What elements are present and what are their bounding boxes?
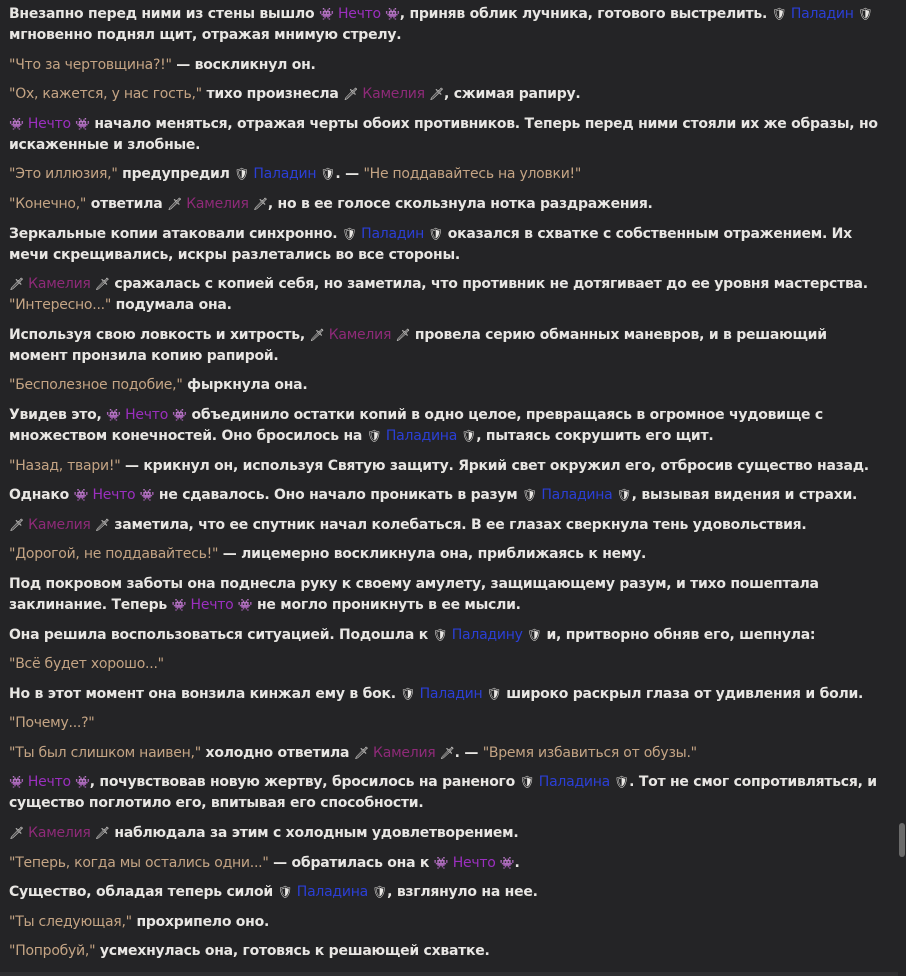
dialogue-quote: "Ох, кажется, у нас гость," bbox=[9, 86, 202, 103]
character-name: Камелия bbox=[358, 86, 430, 103]
shield-icon: 🛡 bbox=[432, 627, 448, 642]
narration-text: , сжимая рапиру. bbox=[444, 86, 581, 103]
narration-text: Под покровом заботы она поднесла руку к своему амулету, защищающему разум, и тихо пошептала заклинание. Теперь bbox=[9, 575, 819, 613]
character-name: Нечто bbox=[448, 854, 500, 871]
dialogue-quote: "Не поддавайтесь на уловки!" bbox=[363, 166, 582, 183]
shield-icon: 🛡 bbox=[519, 775, 535, 790]
narration-text: и, притворно обняв его, шепнула: bbox=[541, 626, 816, 643]
narration-text: — воскликнул он. bbox=[171, 56, 316, 73]
character-name: Нечто bbox=[23, 115, 75, 132]
shield-icon: 🛡 bbox=[320, 167, 336, 182]
alien-monster-icon: 👾 bbox=[106, 407, 121, 422]
narration-text: широко раскрыл глаза от удивления и боли. bbox=[501, 685, 864, 702]
story-paragraph bbox=[9, 574, 889, 616]
story-paragraph bbox=[9, 823, 889, 844]
story-paragraph bbox=[9, 515, 889, 536]
character-name: Камелия bbox=[182, 195, 253, 212]
scrollbar-thumb[interactable] bbox=[899, 823, 905, 857]
narration-text: оказался в схватке с собственным отражением. Их мечи скрещивались, искры разлетались во все стороны. bbox=[9, 225, 852, 263]
alien-monster-icon: 👾 bbox=[9, 775, 24, 790]
dagger-icon: 🗡 bbox=[252, 196, 268, 211]
dagger-icon: 🗡 bbox=[309, 327, 325, 342]
narration-text: мгновенно поднял щит, отражая мнимую стрелу. bbox=[9, 27, 402, 43]
narration-text: не могло проникнуть в ее мысли. bbox=[252, 596, 521, 613]
narration-text: — обратилась она к bbox=[268, 854, 434, 871]
shield-icon: 🛡 bbox=[486, 686, 502, 701]
story-paragraph bbox=[9, 853, 889, 874]
shield-icon: 🛡 bbox=[461, 428, 477, 443]
shield-icon: 🛡 bbox=[614, 775, 630, 790]
alien-monster-icon: 👾 bbox=[385, 7, 400, 21]
narration-text: Но в этот момент она вонзила кинжал ему в бок. bbox=[9, 685, 401, 702]
narration-text: , взглянуло на нее. bbox=[387, 884, 538, 901]
alien-monster-icon: 👾 bbox=[499, 855, 515, 870]
story-paragraph bbox=[9, 114, 889, 156]
dialogue-quote: "Время избавиться от обузы." bbox=[482, 744, 697, 761]
dagger-icon: 🗡 bbox=[9, 826, 24, 841]
narration-text: объединило остатки копий в одно целое, превращаясь в огромное чудовище с множеством конечностей. Оно бросилось на bbox=[9, 406, 823, 444]
narration-text: заметила, что ее спутник начал колебаться. В ее глазах сверкнула тень удовольствия. bbox=[109, 516, 807, 533]
story-paragraph bbox=[9, 743, 889, 764]
dagger-icon: 🗡 bbox=[167, 196, 183, 211]
dialogue-quote: "Дорогой, не поддавайтесь!" bbox=[9, 546, 219, 563]
alien-monster-icon: 👾 bbox=[75, 775, 90, 790]
dialogue-quote: "Теперь, когда мы остались одни..." bbox=[9, 854, 269, 871]
story-paragraph bbox=[9, 84, 889, 105]
narration-text: , но в ее голосе скользнула нотка раздражения. bbox=[267, 195, 653, 212]
narration-text: предупредил bbox=[117, 166, 235, 183]
dagger-icon: 🗡 bbox=[9, 277, 24, 292]
alien-monster-icon: 👾 bbox=[172, 407, 187, 422]
story-paragraph bbox=[9, 713, 889, 734]
shield-icon: 🛡 bbox=[522, 488, 538, 503]
narration-text: . bbox=[514, 854, 520, 871]
narration-text: наблюдала за этим с холодным удовлетворением. bbox=[109, 825, 519, 842]
story-paragraph bbox=[9, 274, 889, 316]
story-container bbox=[9, 4, 889, 971]
story-paragraph bbox=[9, 485, 889, 506]
dagger-icon: 🗡 bbox=[395, 327, 411, 342]
dagger-icon: 🗡 bbox=[94, 277, 110, 292]
character-name: Паладину bbox=[447, 626, 527, 643]
narration-text: — крикнул он, используя Святую защиту. Яркий свет окружил его, отбросив существо назад. bbox=[120, 457, 869, 474]
shield-icon: 🛡 bbox=[526, 627, 542, 642]
narration-text: не сдавалось. Оно начало проникать в разум bbox=[154, 487, 523, 504]
narration-text: , пытаясь сокрушить его щит. bbox=[476, 427, 714, 444]
narration-text: — лицемерно воскликнула она, приближаясь к нему. bbox=[218, 546, 647, 563]
narration-text: подумала она. bbox=[111, 297, 232, 314]
shield-icon: 🛡 bbox=[428, 226, 444, 241]
story-paragraph bbox=[9, 325, 889, 367]
story-paragraph bbox=[9, 4, 889, 46]
shield-icon: 🛡 bbox=[366, 428, 382, 443]
shield-icon: 🛡 bbox=[234, 167, 250, 182]
dialogue-quote: "Интересно..." bbox=[9, 297, 112, 314]
shield-icon: 🛡 bbox=[616, 488, 632, 503]
character-name: Паладин bbox=[415, 685, 487, 702]
dagger-icon: 🗡 bbox=[94, 517, 110, 532]
alien-monster-icon: 👾 bbox=[237, 597, 253, 612]
dialogue-quote: "Назад, твари!" bbox=[9, 457, 121, 474]
story-paragraph bbox=[9, 405, 889, 447]
story-paragraph bbox=[9, 194, 889, 215]
narration-text: ответила bbox=[86, 195, 168, 212]
narration-text: , вызывая видения и страхи. bbox=[631, 487, 858, 504]
alien-monster-icon: 👾 bbox=[171, 597, 187, 612]
dialogue-quote: "Ты следующая," bbox=[9, 913, 132, 930]
story-paragraph bbox=[9, 544, 889, 565]
narration-text: Существо, обладая теперь силой bbox=[9, 884, 278, 901]
character-name: Нечто bbox=[186, 596, 238, 613]
character-name: Паладина bbox=[537, 487, 617, 504]
character-name: Камелия bbox=[23, 276, 95, 293]
dialogue-quote: "Всё будет хорошо..." bbox=[9, 656, 164, 673]
dialogue-quote: "Что за чертовщина?!" bbox=[9, 56, 172, 73]
story-paragraph bbox=[9, 224, 889, 266]
shield-icon: 🛡 bbox=[277, 885, 293, 900]
narration-text: начало меняться, отражая черты обоих противников. Теперь перед ними стояли их же образы, но искаженные и злобные. bbox=[9, 115, 878, 153]
story-paragraph bbox=[9, 684, 889, 705]
bottom-edge bbox=[0, 972, 898, 976]
dagger-icon: 🗡 bbox=[439, 745, 455, 760]
narration-text: Она решила воспользоваться ситуацией. Подошла к bbox=[9, 626, 433, 643]
dialogue-quote: "Ты был слишком наивен," bbox=[9, 744, 201, 761]
dagger-icon: 🗡 bbox=[9, 517, 24, 532]
dialogue-quote: "Попробуй," bbox=[9, 943, 96, 960]
dagger-icon: 🗡 bbox=[343, 87, 359, 102]
scrollbar[interactable] bbox=[898, 0, 906, 976]
character-name: Паладина bbox=[534, 774, 615, 791]
dialogue-quote: "Конечно," bbox=[9, 195, 87, 212]
shield-icon: 🛡 bbox=[857, 7, 873, 21]
dagger-icon: 🗡 bbox=[353, 745, 369, 760]
story-paragraph bbox=[9, 375, 889, 396]
narration-text: тихо произнесла bbox=[201, 86, 344, 103]
story-paragraph bbox=[9, 882, 889, 903]
story-paragraph bbox=[9, 654, 889, 675]
character-name: Нечто bbox=[120, 406, 173, 423]
shield-icon: 🛡 bbox=[771, 7, 787, 21]
alien-monster-icon: 👾 bbox=[433, 855, 449, 870]
story-paragraph bbox=[9, 625, 889, 646]
dagger-icon: 🗡 bbox=[429, 87, 445, 102]
narration-text: , почувствовав новую жертву, бросилось на раненого bbox=[89, 774, 520, 791]
narration-text: прохрипело оно. bbox=[131, 913, 270, 930]
narration-text: . Тот не смог сопротивляться, и существо поглотило его, впитывая его способности. bbox=[9, 774, 877, 812]
story-paragraph bbox=[9, 941, 889, 962]
narration-text: Увидев это, bbox=[9, 406, 107, 423]
story-paragraph bbox=[9, 164, 889, 185]
alien-monster-icon: 👾 bbox=[139, 488, 155, 503]
character-name: Нечто bbox=[333, 6, 386, 22]
narration-text: , приняв облик лучника, готового выстрелить. bbox=[399, 6, 772, 22]
narration-text: холодно ответила bbox=[200, 744, 354, 761]
story-paragraph bbox=[9, 456, 889, 477]
character-name: Паладина bbox=[292, 884, 373, 901]
character-name: Камелия bbox=[368, 744, 440, 761]
dialogue-quote: "Бесполезное подобие," bbox=[9, 377, 183, 394]
character-name: Камелия bbox=[23, 516, 95, 533]
shield-icon: 🛡 bbox=[342, 226, 357, 241]
shield-icon: 🛡 bbox=[400, 686, 416, 701]
character-name: Нечто bbox=[88, 487, 140, 504]
narration-text: фыркнула она. bbox=[182, 377, 308, 394]
character-name: Паладин bbox=[356, 225, 429, 242]
alien-monster-icon: 👾 bbox=[75, 116, 90, 131]
dialogue-quote: "Это иллюзия," bbox=[9, 166, 118, 183]
narration-text: провела серию обманных маневров, и в решающий момент пронзила копию рапирой. bbox=[9, 326, 827, 364]
alien-monster-icon: 👾 bbox=[73, 488, 89, 503]
story-paragraph bbox=[9, 912, 889, 933]
character-name: Паладина bbox=[381, 427, 462, 444]
narration-text: сражалась с копией себя, но заметила, что противник не дотягивает до ее уровня мастерства. bbox=[109, 276, 868, 293]
narration-text: . — bbox=[335, 166, 364, 183]
character-name: Паладин bbox=[249, 166, 321, 183]
dialogue-quote: "Почему...?" bbox=[9, 715, 95, 732]
dagger-icon: 🗡 bbox=[94, 826, 110, 841]
narration-text: Зеркальные копии атаковали синхронно. bbox=[9, 225, 342, 242]
character-name: Паладин bbox=[786, 6, 858, 22]
story-paragraph bbox=[9, 55, 889, 76]
narration-text: . — bbox=[454, 744, 483, 761]
character-name: Камелия bbox=[23, 825, 95, 842]
alien-monster-icon: 👾 bbox=[319, 7, 334, 21]
character-name: Нечто bbox=[23, 774, 75, 791]
story-paragraph bbox=[9, 772, 889, 814]
narration-text: Однако bbox=[9, 487, 74, 504]
alien-monster-icon: 👾 bbox=[9, 116, 24, 131]
character-name: Камелия bbox=[324, 326, 396, 343]
narration-text: Внезапно перед ними из стены вышло bbox=[9, 6, 320, 22]
shield-icon: 🛡 bbox=[372, 885, 388, 900]
narration-text: Используя свою ловкость и хитрость, bbox=[9, 326, 310, 343]
narration-text: усмехнулась она, готовясь к решающей схватке. bbox=[95, 943, 490, 960]
